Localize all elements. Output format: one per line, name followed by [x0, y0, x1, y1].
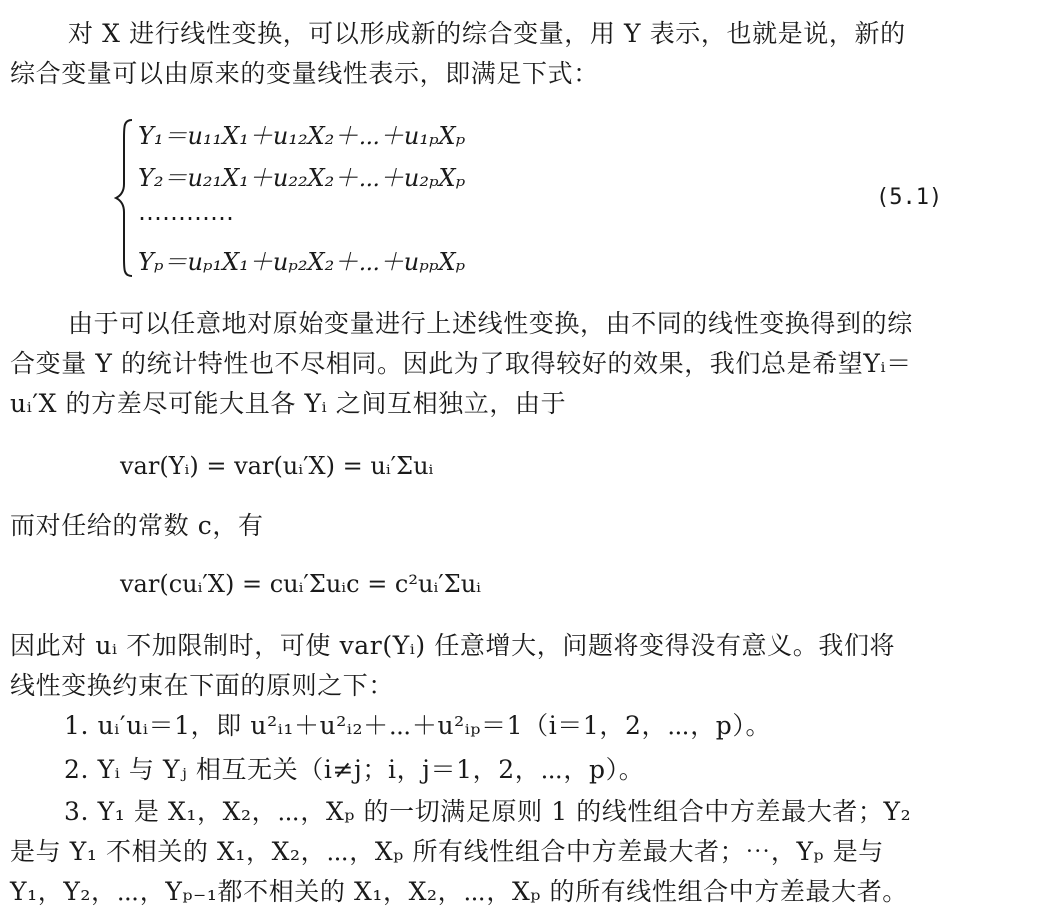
principle-item-3-line-3: Y₁，Y₂，⋯，Yₚ₋₁都不相关的 X₁，X₂，⋯，Xₚ 的所有线性组合中方差最大者。	[10, 877, 908, 906]
equation-system-row-1: Y₁＝u₁₁X₁＋u₁₂X₂＋⋯＋u₁ₚXₚ	[138, 122, 466, 150]
equation-system-row-p: Yₚ＝uₚ₁X₁＋uₚ₂X₂＋⋯＋uₚₚXₚ	[138, 248, 466, 276]
variance-equation: var(Yᵢ) = var(uᵢ′X) = uᵢ′Σuᵢ	[120, 452, 434, 480]
paragraph-1-line-1: 对 X 进行线性变换，可以形成新的综合变量，用 Y 表示，也就是说，新的	[68, 19, 906, 48]
principle-item-2: 2. Yᵢ 与 Yⱼ 相互无关（i≠j；i，j＝1，2，⋯，p）。	[64, 755, 645, 784]
paragraph-1-line-2: 综合变量可以由原来的变量线性表示，即满足下式：	[10, 59, 599, 88]
equation-system-row-2: Y₂＝u₂₁X₁＋u₂₂X₂＋⋯＋u₂ₚXₚ	[138, 164, 466, 192]
paragraph-3-line-1: 而对任给的常数 c，有	[10, 511, 264, 540]
principle-item-3-line-2: 是与 Y₁ 不相关的 X₁，X₂，⋯，Xₚ 所有线性组合中方差最大者；⋯，Yₚ 是与	[10, 837, 884, 866]
scaled-variance-equation: var(cuᵢ′X) = cuᵢ′Σuᵢc = c²uᵢ′Σuᵢ	[120, 570, 481, 598]
paragraph-4-line-2: 线性变换约束在下面的原则之下：	[10, 671, 395, 700]
equation-number: (5.1)	[876, 185, 943, 210]
equation-system-brace	[114, 118, 136, 278]
equation-system-row-ellipsis: ⋯⋯⋯⋯	[138, 204, 234, 232]
principle-item-1: 1. uᵢ′uᵢ＝1，即 u²ᵢ₁＋u²ᵢ₂＋⋯＋u²ᵢₚ＝1（i＝1，2，⋯，p）。	[64, 711, 772, 740]
principle-item-3-line-1: 3. Y₁ 是 X₁，X₂，⋯，Xₚ 的一切满足原则 1 的线性组合中方差最大者；Y₂	[64, 797, 912, 826]
paragraph-4-line-1: 因此对 uᵢ 不加限制时，可使 var(Yᵢ) 任意增大，问题将变得没有意义。我们将	[10, 631, 896, 660]
paragraph-2-line-1: 由于可以任意地对原始变量进行上述线性变换，由不同的线性变换得到的综	[68, 309, 913, 338]
paragraph-2-line-3: uᵢ′X 的方差尽可能大且各 Yᵢ 之间互相独立，由于	[10, 389, 567, 418]
paragraph-2-line-2: 合变量 Y 的统计特性也不尽相同。因此为了取得较好的效果，我们总是希望Yᵢ＝	[10, 349, 912, 378]
